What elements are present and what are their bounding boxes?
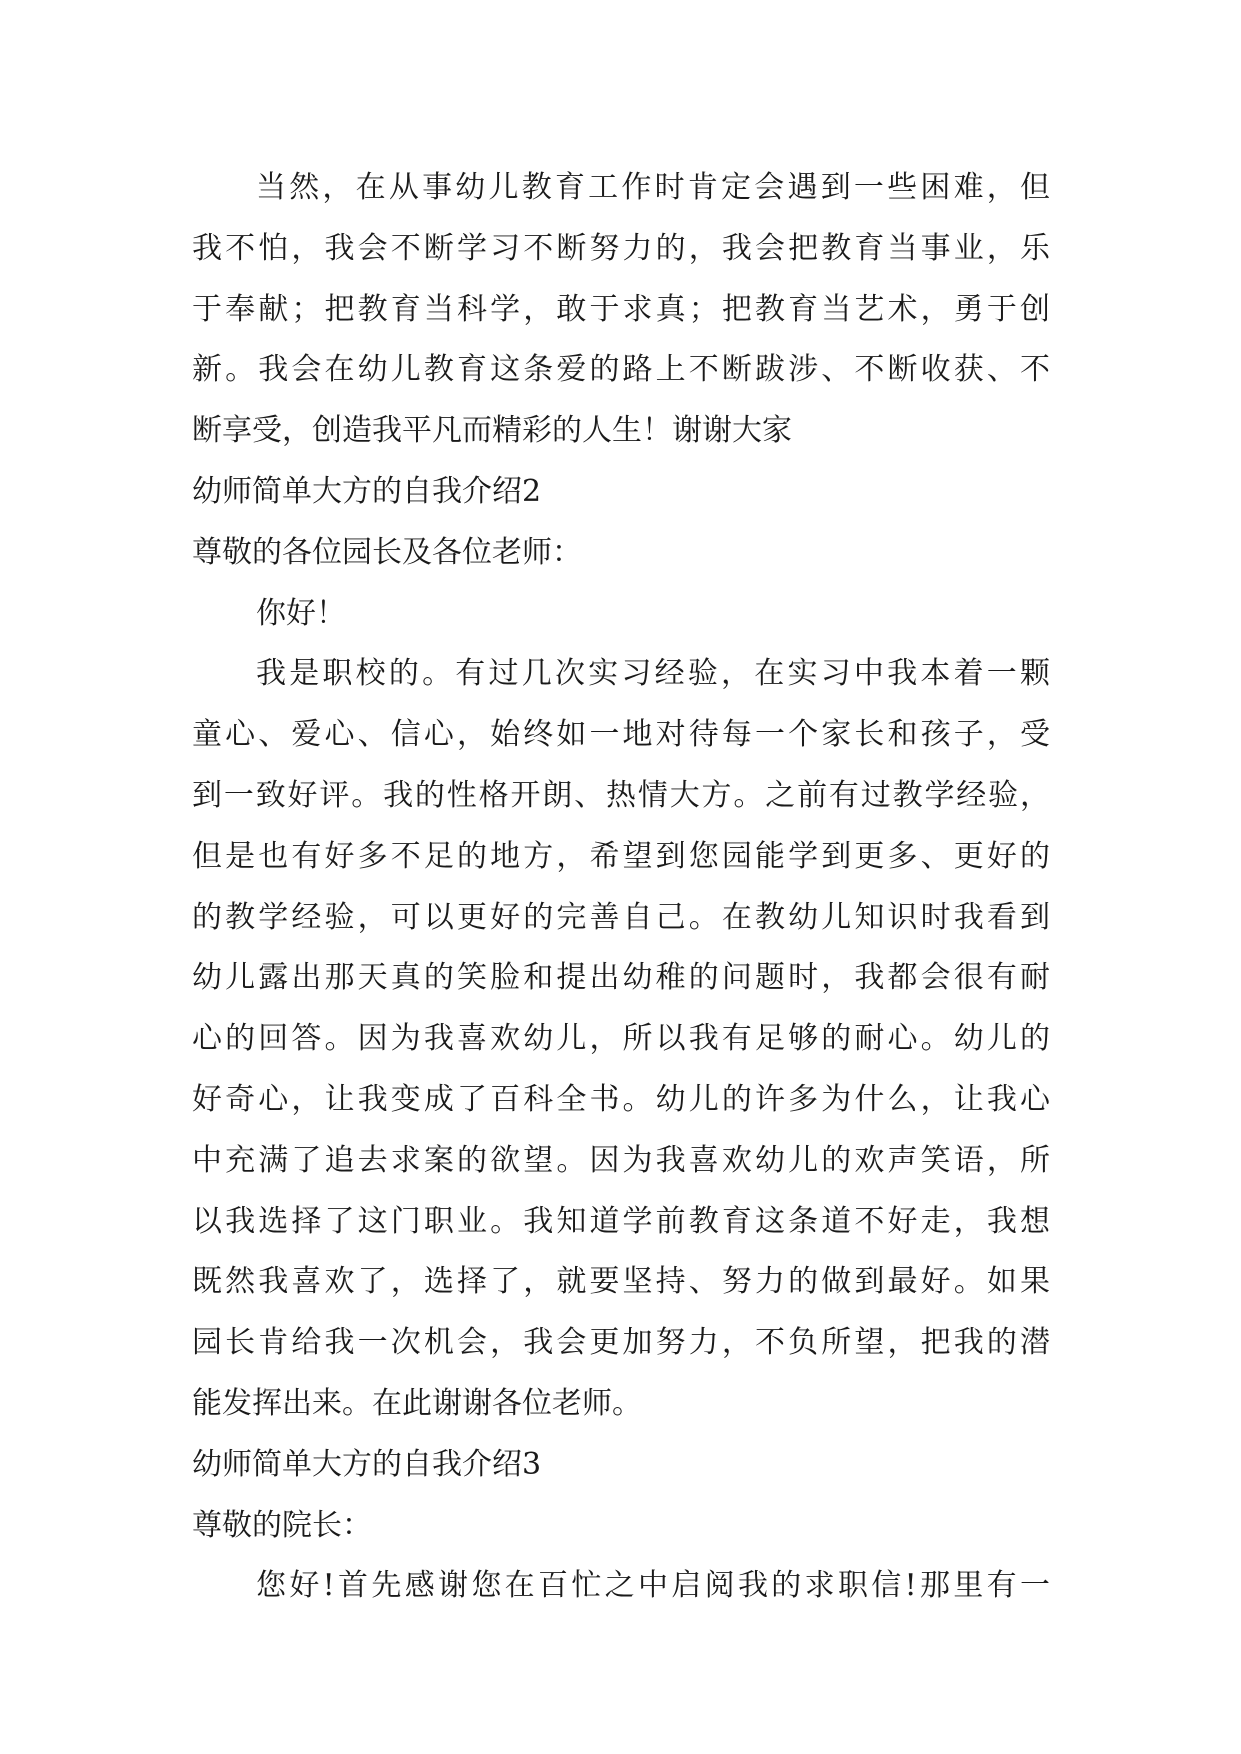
paragraph-line: 中充满了追去求案的欲望。因为我喜欢幼儿的欢声笑语，所 [192,1142,1050,1178]
paragraph-line: 但是也有好多不足的地方，希望到您园能学到更多、更好的 [192,838,1050,874]
paragraph-line: 我不怕，我会不断学习不断努力的，我会把教育当事业，乐 [192,230,1050,266]
paragraph-line: 童心、爱心、信心，始终如一地对待每一个家长和孩子，受 [192,717,1050,753]
paragraph-line: 断享受，创造我平凡而精彩的人生！谢谢大家 [192,413,792,449]
paragraph-line: 好奇心，让我变成了百科全书。幼儿的许多为什么，让我心 [192,1081,1050,1117]
salutation: 尊敬的各位园长及各位老师： [192,534,582,570]
document-body [192,158,1050,1617]
paragraph-line: 既然我喜欢了，选择了，就要坚持、努力的做到最好。如果 [192,1264,1050,1300]
paragraph-line: 幼儿露出那天真的笑脸和提出幼稚的问题时，我都会很有耐 [192,960,1050,996]
salutation: 尊敬的院长： [192,1507,372,1543]
paragraph-line: 以我选择了这门职业。我知道学前教育这条道不好走，我想 [192,1203,1050,1239]
paragraph-line: 您好!首先感谢您在百忙之中启阅我的求职信!那里有一 [256,1568,1050,1604]
section-heading: 幼师简单大方的自我介绍3 [192,1446,542,1482]
paragraph-line: 到一致好评。我的性格开朗、热情大方。之前有过教学经验， [192,777,1050,813]
paragraph-line: 新。我会在幼儿教育这条爱的路上不断跋涉、不断收获、不 [192,352,1050,388]
paragraph-line: 我是职校的。有过几次实习经验，在实习中我本着一颗 [256,656,1050,692]
greeting: 你好！ [256,595,346,631]
section-heading: 幼师简单大方的自我介绍2 [192,473,542,509]
paragraph-line: 心的回答。因为我喜欢幼儿，所以我有足够的耐心。幼儿的 [192,1021,1050,1057]
paragraph-line: 当然，在从事幼儿教育工作时肯定会遇到一些困难，但 [256,170,1050,205]
paragraph-line: 于奉献；把教育当科学，敢于求真；把教育当艺术，勇于创 [192,291,1050,327]
paragraph-line: 园长肯给我一次机会，我会更加努力，不负所望，把我的潜 [192,1325,1050,1361]
paragraph-line: 能发挥出来。在此谢谢各位老师。 [192,1385,642,1421]
paragraph-line: 的教学经验，可以更好的完善自己。在教幼儿知识时我看到 [192,899,1050,935]
